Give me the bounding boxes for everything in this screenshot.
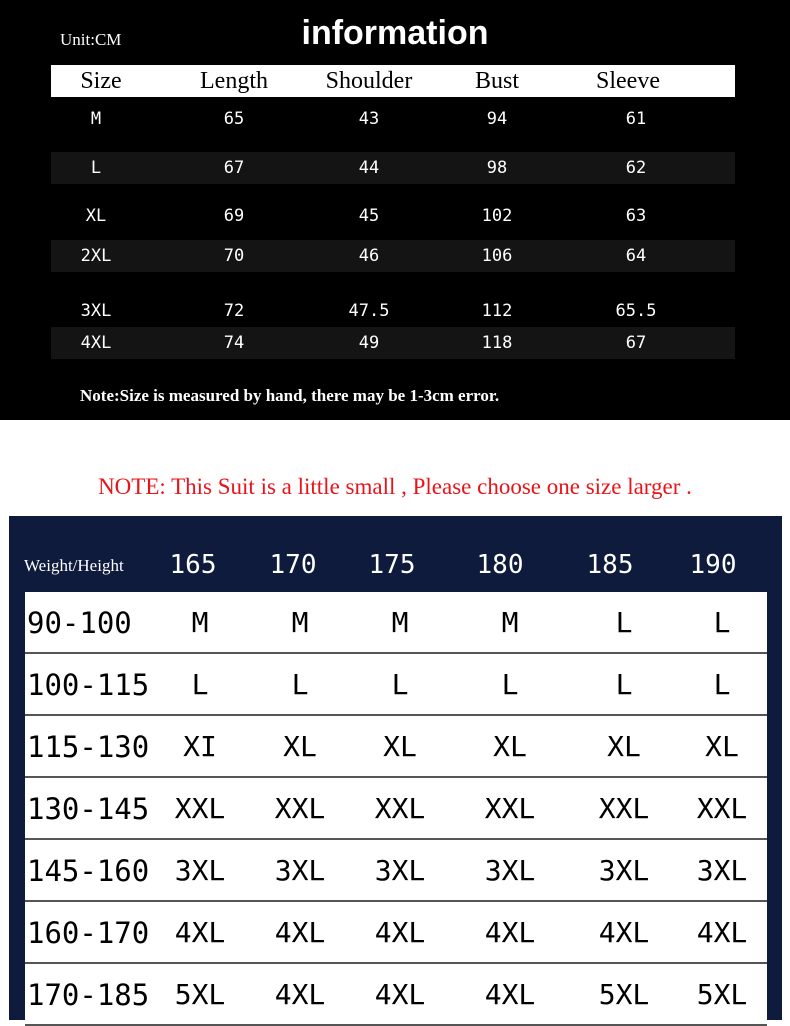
recommended-size: L bbox=[615, 668, 633, 701]
height-value: 170 bbox=[269, 550, 317, 580]
header-size: Size bbox=[80, 68, 122, 94]
size-information-panel bbox=[0, 0, 790, 420]
size-cell-shoulder: 43 bbox=[358, 109, 380, 129]
weight-row bbox=[25, 778, 767, 840]
weight-range: 160-170 bbox=[27, 916, 150, 950]
weight-height-label: Weight/Height bbox=[24, 556, 124, 575]
size-cell-sleeve: 63 bbox=[625, 206, 647, 226]
height-value: 180 bbox=[476, 550, 524, 580]
recommended-size: L bbox=[191, 668, 209, 701]
height-value: 165 bbox=[169, 550, 217, 580]
recommended-size: M bbox=[291, 606, 309, 639]
size-cell-sleeve: 61 bbox=[625, 109, 647, 129]
recommended-size: XXL bbox=[374, 792, 426, 825]
size-row bbox=[51, 103, 735, 135]
recommended-size: 4XL bbox=[696, 916, 748, 949]
weight-height-table bbox=[25, 592, 767, 1020]
size-cell-sleeve: 64 bbox=[625, 246, 647, 266]
recommended-size: XL bbox=[383, 730, 417, 763]
weight-range: 100-115 bbox=[27, 668, 150, 702]
height-value: 175 bbox=[368, 550, 416, 580]
unit-label: Unit:CM bbox=[60, 30, 122, 49]
header-shoulder: Shoulder bbox=[325, 68, 413, 94]
recommended-size: XXL bbox=[174, 792, 226, 825]
height-value: 190 bbox=[689, 550, 737, 580]
recommended-size: 4XL bbox=[274, 978, 326, 1011]
recommended-size: 3XL bbox=[598, 854, 650, 887]
recommended-size: L bbox=[501, 668, 519, 701]
weight-row bbox=[25, 902, 767, 964]
recommended-size: 3XL bbox=[274, 854, 326, 887]
size-cell-length: 70 bbox=[223, 246, 245, 266]
recommended-size: L bbox=[391, 668, 409, 701]
recommended-size: XL bbox=[283, 730, 317, 763]
size-cell-size: 3XL bbox=[80, 301, 112, 321]
size-cell-length: 67 bbox=[223, 158, 245, 178]
size-cell-length: 65 bbox=[223, 109, 245, 129]
size-cell-bust: 102 bbox=[481, 206, 513, 226]
size-cell-size: L bbox=[90, 158, 102, 178]
size-cell-sleeve: 67 bbox=[625, 333, 647, 353]
recommended-size: 4XL bbox=[374, 916, 426, 949]
recommended-size: 3XL bbox=[374, 854, 426, 887]
size-cell-length: 72 bbox=[223, 301, 245, 321]
size-row bbox=[51, 200, 735, 232]
recommended-size: XL bbox=[493, 730, 527, 763]
recommended-size: M bbox=[501, 606, 519, 639]
size-cell-shoulder: 47.5 bbox=[348, 301, 390, 321]
size-cell-length: 69 bbox=[223, 206, 245, 226]
recommended-size: L bbox=[713, 606, 731, 639]
recommended-size: 3XL bbox=[696, 854, 748, 887]
header-sleeve: Sleeve bbox=[596, 68, 660, 94]
size-cell-sleeve: 62 bbox=[625, 158, 647, 178]
size-cell-size: XL bbox=[85, 206, 107, 226]
recommended-size: XXL bbox=[696, 792, 748, 825]
weight-range: 115-130 bbox=[27, 730, 150, 764]
header-bust: Bust bbox=[474, 68, 520, 94]
recommended-size: 4XL bbox=[274, 916, 326, 949]
recommended-size: XI bbox=[183, 730, 217, 763]
size-cell-shoulder: 45 bbox=[358, 206, 380, 226]
size-cell-shoulder: 49 bbox=[358, 333, 380, 353]
size-cell-bust: 94 bbox=[486, 109, 508, 129]
weight-range: 170-185 bbox=[27, 978, 150, 1012]
size-row bbox=[51, 295, 735, 327]
recommended-size: 4XL bbox=[598, 916, 650, 949]
size-cell-bust: 112 bbox=[481, 301, 513, 321]
weight-range: 145-160 bbox=[27, 854, 150, 888]
size-cell-size: 4XL bbox=[80, 333, 112, 353]
recommended-size: 4XL bbox=[484, 978, 536, 1011]
weight-row bbox=[25, 964, 767, 1026]
size-cell-size: M bbox=[90, 109, 102, 129]
recommended-size: M bbox=[191, 606, 209, 639]
recommended-size: 5XL bbox=[696, 978, 748, 1011]
size-cell-length: 74 bbox=[223, 333, 245, 353]
size-cell-sleeve: 65.5 bbox=[615, 301, 657, 321]
recommended-size: 4XL bbox=[484, 916, 536, 949]
recommended-size: 4XL bbox=[174, 916, 226, 949]
size-cell-shoulder: 44 bbox=[358, 158, 380, 178]
weight-range: 90-100 bbox=[27, 606, 132, 640]
weight-range: 130-145 bbox=[27, 792, 150, 826]
size-cell-size: 2XL bbox=[80, 246, 112, 266]
recommended-size: XL bbox=[607, 730, 641, 763]
size-row bbox=[51, 152, 735, 184]
size-warning-note: NOTE: This Suit is a little small , Please choose one size larger . bbox=[98, 474, 692, 499]
recommended-size: 5XL bbox=[598, 978, 650, 1011]
weight-row bbox=[25, 592, 767, 654]
weight-row bbox=[25, 716, 767, 778]
weight-height-panel bbox=[9, 516, 782, 1020]
size-cell-bust: 106 bbox=[481, 246, 513, 266]
size-cell-bust: 98 bbox=[486, 158, 508, 178]
weight-row bbox=[25, 654, 767, 716]
height-value: 185 bbox=[586, 550, 634, 580]
information-title: information bbox=[301, 14, 489, 52]
recommended-size: XXL bbox=[484, 792, 536, 825]
recommended-size: XXL bbox=[598, 792, 650, 825]
recommended-size: XL bbox=[705, 730, 739, 763]
recommended-size: L bbox=[615, 606, 633, 639]
recommended-size: 5XL bbox=[174, 978, 226, 1011]
recommended-size: 3XL bbox=[174, 854, 226, 887]
recommended-size: L bbox=[291, 668, 309, 701]
size-table-header bbox=[51, 65, 735, 97]
recommended-size: XXL bbox=[274, 792, 326, 825]
recommended-size: 3XL bbox=[484, 854, 536, 887]
recommended-size: 4XL bbox=[374, 978, 426, 1011]
size-row bbox=[51, 327, 735, 359]
recommended-size: M bbox=[391, 606, 409, 639]
recommended-size: L bbox=[713, 668, 731, 701]
size-cell-shoulder: 46 bbox=[358, 246, 380, 266]
size-cell-bust: 118 bbox=[481, 333, 513, 353]
measurement-note: Note:Size is measured by hand, there may be 1-3cm error. bbox=[80, 386, 500, 405]
size-row bbox=[51, 240, 735, 272]
weight-row bbox=[25, 840, 767, 902]
header-length: Length bbox=[200, 68, 268, 94]
